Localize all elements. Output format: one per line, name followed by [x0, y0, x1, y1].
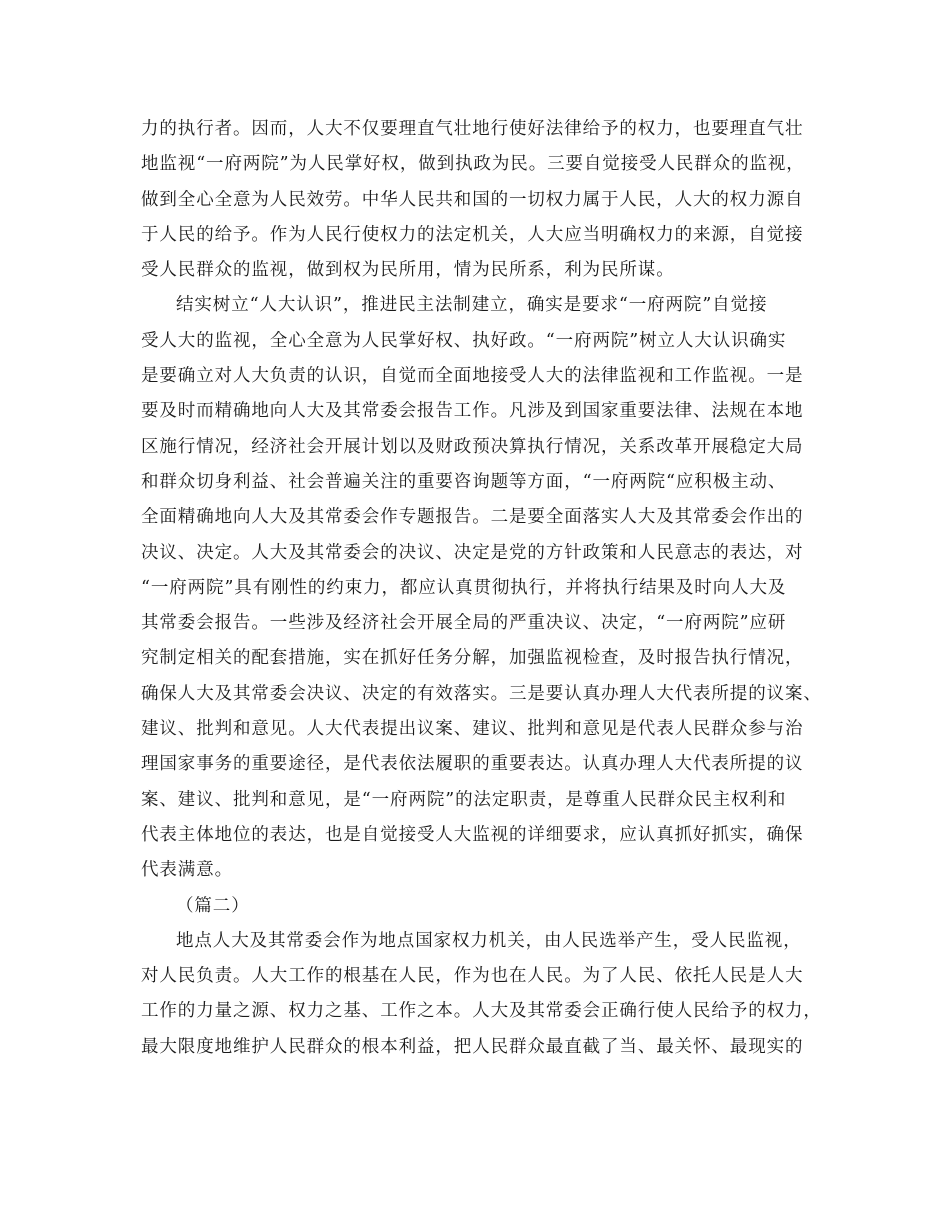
text-line: 地点人大及其常委会作为地点国家权力机关，由人民选举产生，受人民监视，	[176, 930, 802, 951]
text-line: 最大限度地维护人民群众的根本利益，把人民群众最直截了当、最关怀、最现实的	[141, 1036, 804, 1057]
paragraph-3	[141, 924, 821, 1065]
text-line: 代表主体地位的表达，也是自觉接受人大监视的详细要求，应认真抓好抓实，确保	[141, 824, 804, 845]
text-line: “一府两院”具有刚性的约束力，都应认真贯彻执行，并将执行结果及时向人大及	[141, 577, 787, 598]
text-line: 结实树立“人大认识”，推进民主法制建立，确实是要求“一府两院”自觉接	[176, 295, 768, 316]
section-heading: （篇二）	[176, 895, 250, 916]
text-line: 地监视“一府两院”为人民掌好权，做到执政为民。三要自觉接受人民群众的监视，	[141, 154, 805, 175]
text-line: 对人民负责。人大工作的根基在人民，作为也在人民。为了人民、依托人民是人大	[141, 966, 804, 987]
document-body	[141, 112, 821, 1065]
paragraph-1	[141, 112, 821, 288]
text-line: 和群众切身利益、社会普遍关注的重要咨询题等方面，“一府两院“应积极主动、	[141, 471, 787, 492]
text-line: 案、建议、批判和意见，是“一府两院”的法定职责，是尊重人民群众民主权利和	[141, 789, 787, 810]
text-line: 决议、决定。人大及其常委会的决议、决定是党的方针政策和人民意志的表达，对	[141, 542, 804, 563]
text-line: 力的执行者。因而，人大不仅要理直气壮地行使好法律给予的权力，也要理直气壮	[141, 119, 804, 139]
text-line: 工作的力量之源、权力之基、工作之本。人大及其常委会正确行使人民给予的权力，	[141, 1001, 822, 1022]
text-line: 全面精确地向人大及其常委会作专题报告。二是要全面落实人大及其常委会作出的	[141, 507, 804, 528]
text-line: 于人民的给予。作为人民行使权力的法定机关，人大应当明确权力的来源，自觉接	[141, 224, 804, 245]
text-line: 确保人大及其常委会决议、决定的有效落实。三是要认真办理人大代表所提的议案、	[141, 683, 822, 704]
text-line: 要及时而精确地向人大及其常委会报告工作。凡涉及到国家重要法律、法规在本地	[141, 401, 804, 422]
text-line: 其常委会报告。一些涉及经济社会开展全局的严重决议、决定，“一府两院”应研	[141, 613, 787, 634]
text-line: 究制定相关的配套措施，实在抓好任务分解，加强监视检查，及时报告执行情况，	[141, 648, 804, 669]
text-line: 理国家事务的重要途径，是代表依法履职的重要表达。认真办理人大代表所提的议	[141, 754, 804, 775]
text-line: 受人大的监视，全心全意为人民掌好权、执好政。“一府两院”树立人大认识确实	[141, 330, 787, 351]
text-line: 是要确立对人大负责的认识，自觉而全面地接受人大的法律监视和工作监视。一是	[141, 366, 804, 387]
text-line: 建议、批判和意见。人大代表提出议案、建议、批判和意见是代表人民群众参与治	[141, 719, 804, 740]
paragraph-2	[141, 288, 821, 888]
text-line: 区施行情况，经济社会开展计划以及财政预决算执行情况，关系改革开展稳定大局	[141, 436, 804, 457]
text-line: 代表满意。	[141, 860, 233, 881]
text-line: 做到全心全意为人民效劳。中华人民共和国的一切权力属于人民，人大的权力源自	[141, 189, 804, 210]
text-line: 受人民群众的监视，做到权为民所用，情为民所系，利为民所谋。	[141, 260, 675, 281]
